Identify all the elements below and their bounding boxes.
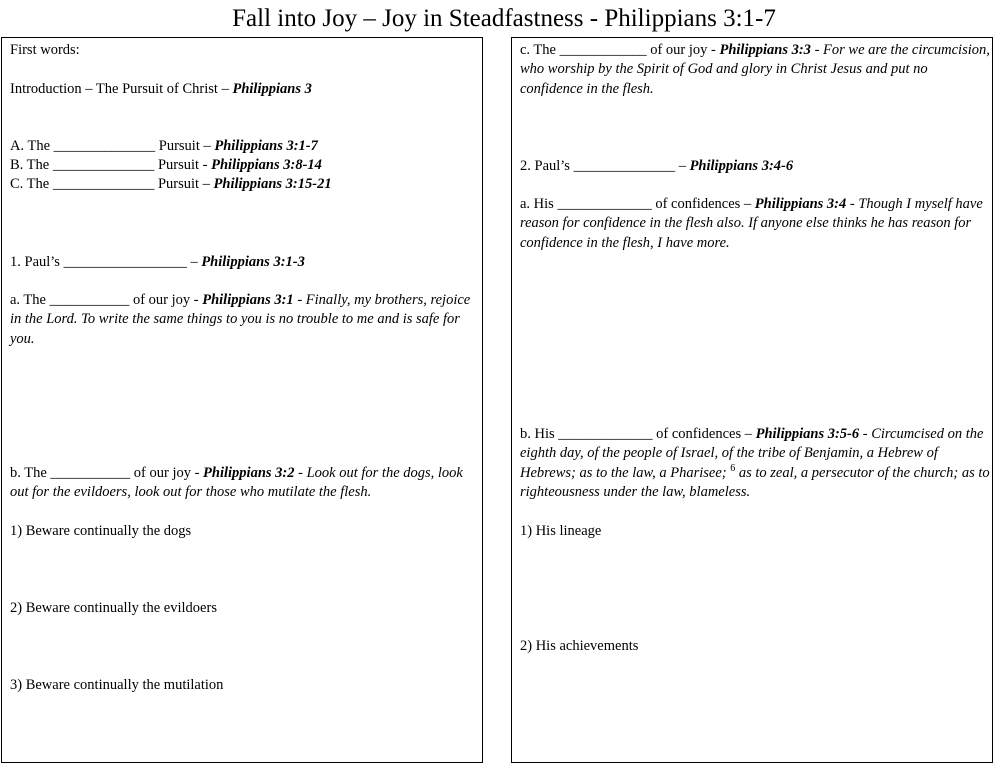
introduction-label: Introduction – The Pursuit of Christ –: [10, 81, 233, 97]
sub-point-c: [520, 41, 990, 99]
outline-item-c-reference: Philippians 3:15-21: [213, 176, 332, 192]
point-1-heading: [10, 253, 480, 272]
sub-point-c-label: c. The ____________ of our joy -: [520, 42, 720, 58]
point-2-label: 2. Paul’s ______________ –: [520, 158, 690, 174]
first-words-label: First words:: [10, 42, 80, 58]
beware-item-2: 2) Beware continually the evildoers: [10, 600, 217, 616]
sub-point-a-dash: -: [293, 292, 306, 308]
right-sub-point-a-verse: Though I myself have reason for confidence in the flesh also. If anyone else thinks he has reason for confidence in the flesh, I have more.: [520, 196, 983, 251]
beware-item-1: 1) Beware continually the dogs: [10, 523, 192, 539]
right-sub-point-a-label: a. His _____________ of confidences –: [520, 196, 755, 212]
sub-point-a-verse: Finally, my brothers, rejoice in the Lord. To write the same things to you is no trouble to me and is safe for you.: [10, 292, 471, 347]
verse-number-superscript: 6: [730, 462, 736, 474]
point-2-reference: Philippians 3:4-6: [689, 158, 794, 174]
point-1-label: 1. Paul’s _________________ –: [10, 254, 202, 270]
outline-item-b-label: B. The ______________ Pursuit -: [10, 157, 212, 173]
sub-point-a-reference: Philippians 3:1: [202, 292, 294, 308]
right-sub-point-a-reference: Philippians 3:4: [754, 196, 847, 212]
right-sub-point-b-dash: -: [859, 426, 872, 442]
outline-item-c: [10, 175, 480, 194]
point-2-heading: [520, 157, 990, 176]
beware-item-3: 3) Beware continually the mutilation: [10, 677, 224, 693]
achievements-item: 2) His achievements: [520, 638, 639, 654]
right-sub-point-a-dash: -: [846, 196, 859, 212]
right-sub-point-b-reference: Philippians 3:5-6: [755, 426, 860, 442]
outline-item-c-label: C. The ______________ Pursuit –: [10, 176, 214, 192]
right-notes-panel: [511, 37, 993, 763]
right-sub-point-b-verse: Circumcised on the eighth day, of the people of Israel, of the tribe of Benjamin, a Hebrew of Hebrews; as to the law, a Pharisee;: [520, 426, 984, 481]
sub-point-a-label: a. The ___________ of our joy -: [10, 292, 203, 308]
lineage-item: 1) His lineage: [520, 523, 602, 539]
sub-point-b-label: b. The ___________ of our joy -: [10, 465, 204, 481]
right-sub-point-b-verse-continued: as to zeal, a persecutor of the church; as to righteousness under the law, blameless.: [520, 464, 990, 500]
right-sub-point-a: [520, 195, 990, 253]
outline-item-a-label: A. The ______________ Pursuit –: [10, 138, 215, 154]
sub-point-a: [10, 291, 480, 349]
sub-point-b: [10, 464, 480, 503]
sub-point-b-verse: Look out for the dogs, look out for the evildoers, look out for those who mutilate the flesh.: [10, 465, 463, 501]
sub-point-c-dash: -: [810, 42, 824, 58]
page-title: Fall into Joy – Joy in Steadfastness - Philippians 3:1-7: [232, 5, 776, 32]
left-notes-panel: [1, 37, 483, 763]
outline-item-a: [10, 137, 480, 156]
right-sub-point-b-label: b. His _____________ of confidences –: [520, 426, 756, 442]
outline-item-a-reference: Philippians 3:1-7: [214, 138, 318, 154]
point-1-reference: Philippians 3:1-3: [201, 254, 305, 270]
outline-item-b-reference: Philippians 3:8-14: [211, 157, 322, 173]
outline-item-b: [10, 156, 480, 175]
sub-point-b-dash: -: [294, 465, 307, 481]
introduction-reference: Philippians 3: [232, 81, 312, 97]
sub-point-c-reference: Philippians 3:3: [719, 42, 811, 58]
sub-point-b-reference: Philippians 3:2: [203, 465, 295, 481]
introduction-line: [10, 80, 480, 99]
sub-point-c-verse: For we are the circumcision, who worship by the Spirit of God and glory in Christ Jesus and put no confidence in the flesh.: [520, 42, 990, 97]
right-sub-point-b: [520, 425, 990, 502]
